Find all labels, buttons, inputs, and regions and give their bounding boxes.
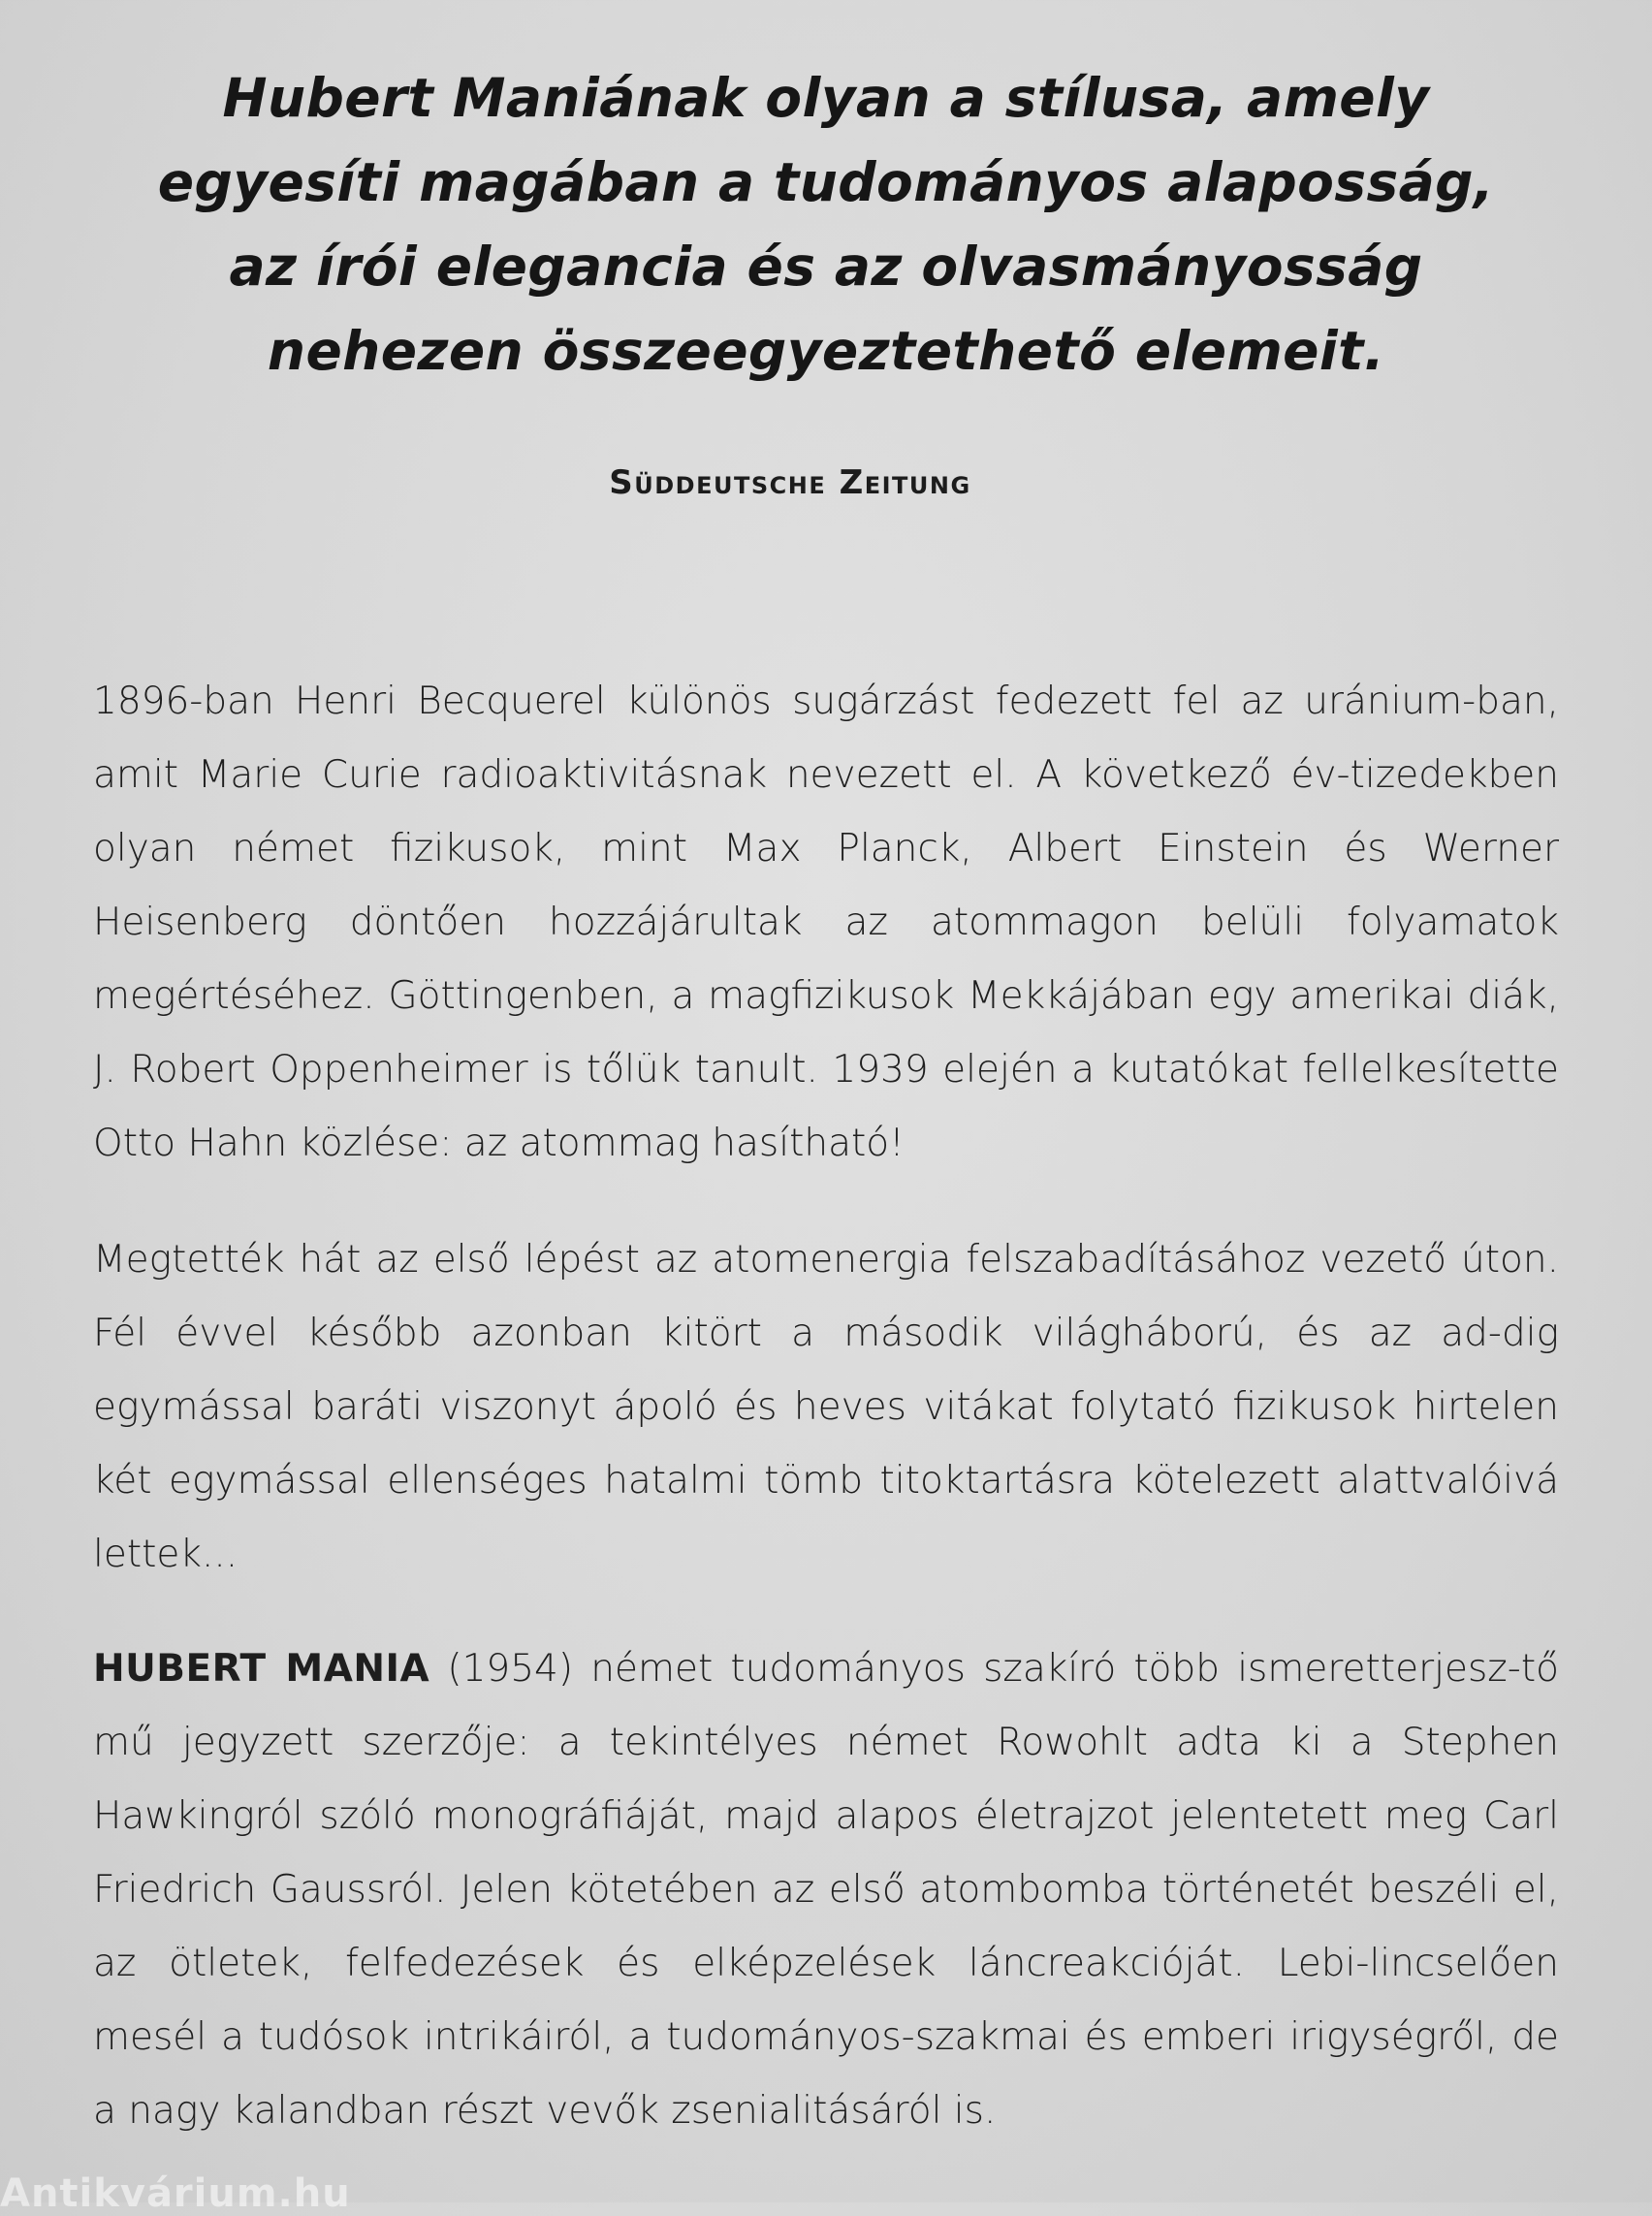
author-bio-text: (1954) német tudományos szakíró több ismeretterjesz-tő mű jegyzett szerzője: a tekintélyes német Rowohlt adta ki a Stephen Hawkingról szóló monográfiáját, majd alapos életrajzot jelentetett meg Carl Friedrich Gaussról. Jelen kötetében az első atombomba történetét beszéli el, az ötletek, felfedezések és elképzelések láncreakcióját. Lebi-lincselően mesél a tudósok intrikáiról, a tudományos-szakmai és emberi irigységről, de a nagy kalandban részt vevők zsenialitásáról is.	[93, 1647, 1559, 2133]
paragraph-war: Megtették hát az első lépést az atomenergia felszabadításához vezető úton. Fél évvel később azonban kitört a második világháború, és az ad-dig egymással baráti viszonyt ápoló és heves vitákat folytató fizikusok hirtelen két egymással ellenséges hatalmi tömb titoktartásra kötelezett alattvalóivá lettek...	[93, 1238, 1559, 1576]
watermark: Antikvárium.hu	[0, 2171, 351, 2216]
quote-source: Süddeutsche Zeitung	[609, 463, 971, 502]
quote-line: egyesíti magában a tudományos alaposság,	[157, 151, 1495, 213]
review-quote	[87, 56, 1565, 394]
paragraph-author-bio	[93, 1632, 1559, 2148]
quote-line: nehezen összeegyeztethető elemeit.	[267, 320, 1385, 382]
quote-line: az írói elegancia és az olvasmányosság	[229, 236, 1423, 298]
author-name: HUBERT MANIA	[93, 1647, 430, 1691]
paragraph-history: 1896-ban Henri Becquerel különös sugárzást fedezett fel az uránium-ban, amit Marie Curie radioaktivitásnak nevezett el. A következő év-tizedekben olyan német fizikusok, mint Max Planck, Albert Einstein és Werner Heisenberg döntően hozzájárultak az atommagon belüli folyamatok megértéséhez. Göttingenben, a magfizikusok Mekkájában egy amerikai diák, J. Robert Oppenheimer is tőlük tanult. 1939 elején a kutatókat fellelkesítette Otto Hahn közlése: az atommag hasítható!	[93, 680, 1559, 1165]
quote-line: Hubert Maniának olyan a stílusa, amely	[222, 67, 1430, 129]
